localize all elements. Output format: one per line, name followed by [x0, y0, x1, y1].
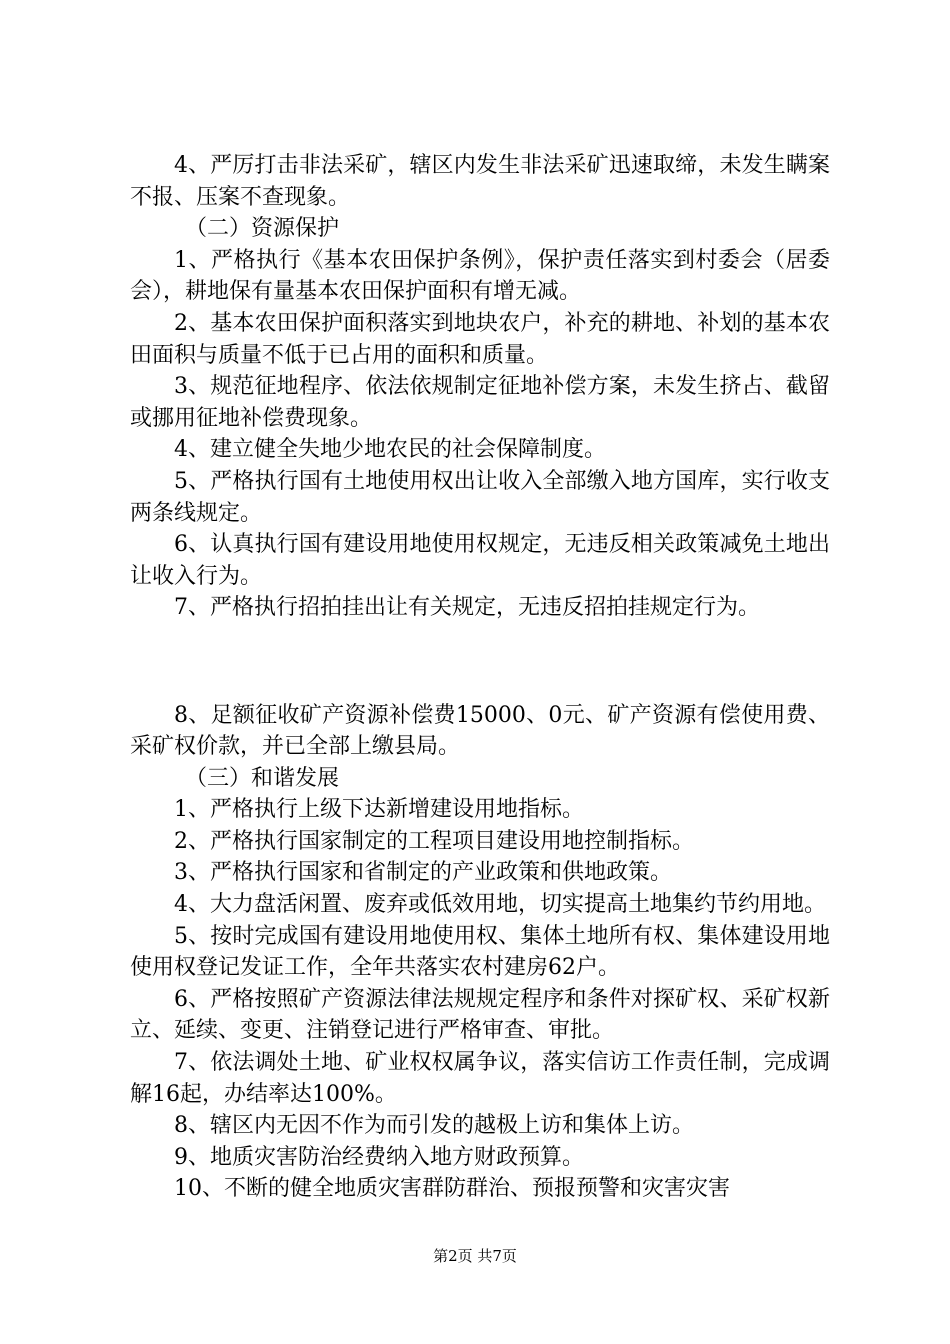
body-paragraph: 7、依法调处土地、矿业权权属争议，落实信访工作责任制，完成调解16起，办结率达100%。 — [130, 1050, 830, 1107]
blank-line — [130, 646, 830, 678]
document-body — [130, 150, 830, 1205]
body-paragraph: 3、规范征地程序、依法依规制定征地补偿方案，未发生挤占、截留或挪用征地补偿费现象。 — [130, 374, 830, 431]
body-paragraph: 4、大力盘活闲置、废弃或低效用地，切实提高土地集约节约用地。 — [174, 892, 826, 918]
body-paragraph: 2、严格执行国家制定的工程项目建设用地控制指标。 — [174, 828, 694, 854]
body-paragraph: 9、地质灾害防治经费纳入地方财政预算。 — [174, 1144, 584, 1170]
body-paragraph: 5、严格执行国有土地使用权出让收入全部缴入地方国库，实行收支两条线规定。 — [130, 468, 830, 526]
page-footer: 第2页 共7页 — [433, 1247, 517, 1265]
body-paragraph: 5、按时完成国有建设用地使用权、集体土地所有权、集体建设用地使用权登记发证工作，全年共落实农村建房62户。 — [130, 923, 830, 981]
body-paragraph: 1、严格执行《基本农田保护条例》，保护责任落实到村委会（居委会），耕地保有量基本农田保护面积有增无减。 — [130, 247, 830, 305]
body-paragraph: 4、建立健全失地少地农民的社会保障制度。 — [174, 437, 606, 463]
section-heading: （二）资源保护 — [185, 216, 340, 242]
section-heading: （三）和谐发展 — [185, 765, 340, 791]
body-paragraph: 6、认真执行国有建设用地使用权规定，无违反相关政策减免土地出让收入行为。 — [130, 532, 830, 589]
body-paragraph: 2、基本农田保护面积落实到地块农户，补充的耕地、补划的基本农田面积与质量不低于已占用的面积和质量。 — [130, 310, 830, 368]
body-paragraph: 6、严格按照矿产资源法律法规规定程序和条件对探矿权、采矿权新立、延续、变更、注销登记进行严格审查、审批。 — [130, 986, 830, 1044]
body-paragraph: 8、足额征收矿产资源补偿费15000、0元、矿产资源有偿使用费、采矿权价款，并已全部上缴县局。 — [130, 702, 830, 760]
body-paragraph: 8、辖区内无因不作为而引发的越极上访和集体上访。 — [174, 1113, 694, 1139]
body-paragraph: 3、严格执行国家和省制定的产业政策和供地政策。 — [174, 860, 672, 886]
body-paragraph: 10、不断的健全地质灾害群防群治、预报预警和灾害灾害 — [174, 1176, 730, 1202]
body-paragraph: 4、严厉打击非法采矿，辖区内发生非法采矿迅速取缔，未发生瞒案不报、压案不查现象。 — [130, 153, 830, 210]
body-paragraph: 7、严格执行招拍挂出让有关规定，无违反招拍挂规定行为。 — [174, 595, 760, 621]
body-paragraph: 1、严格执行上级下达新增建设用地指标。 — [174, 797, 584, 823]
